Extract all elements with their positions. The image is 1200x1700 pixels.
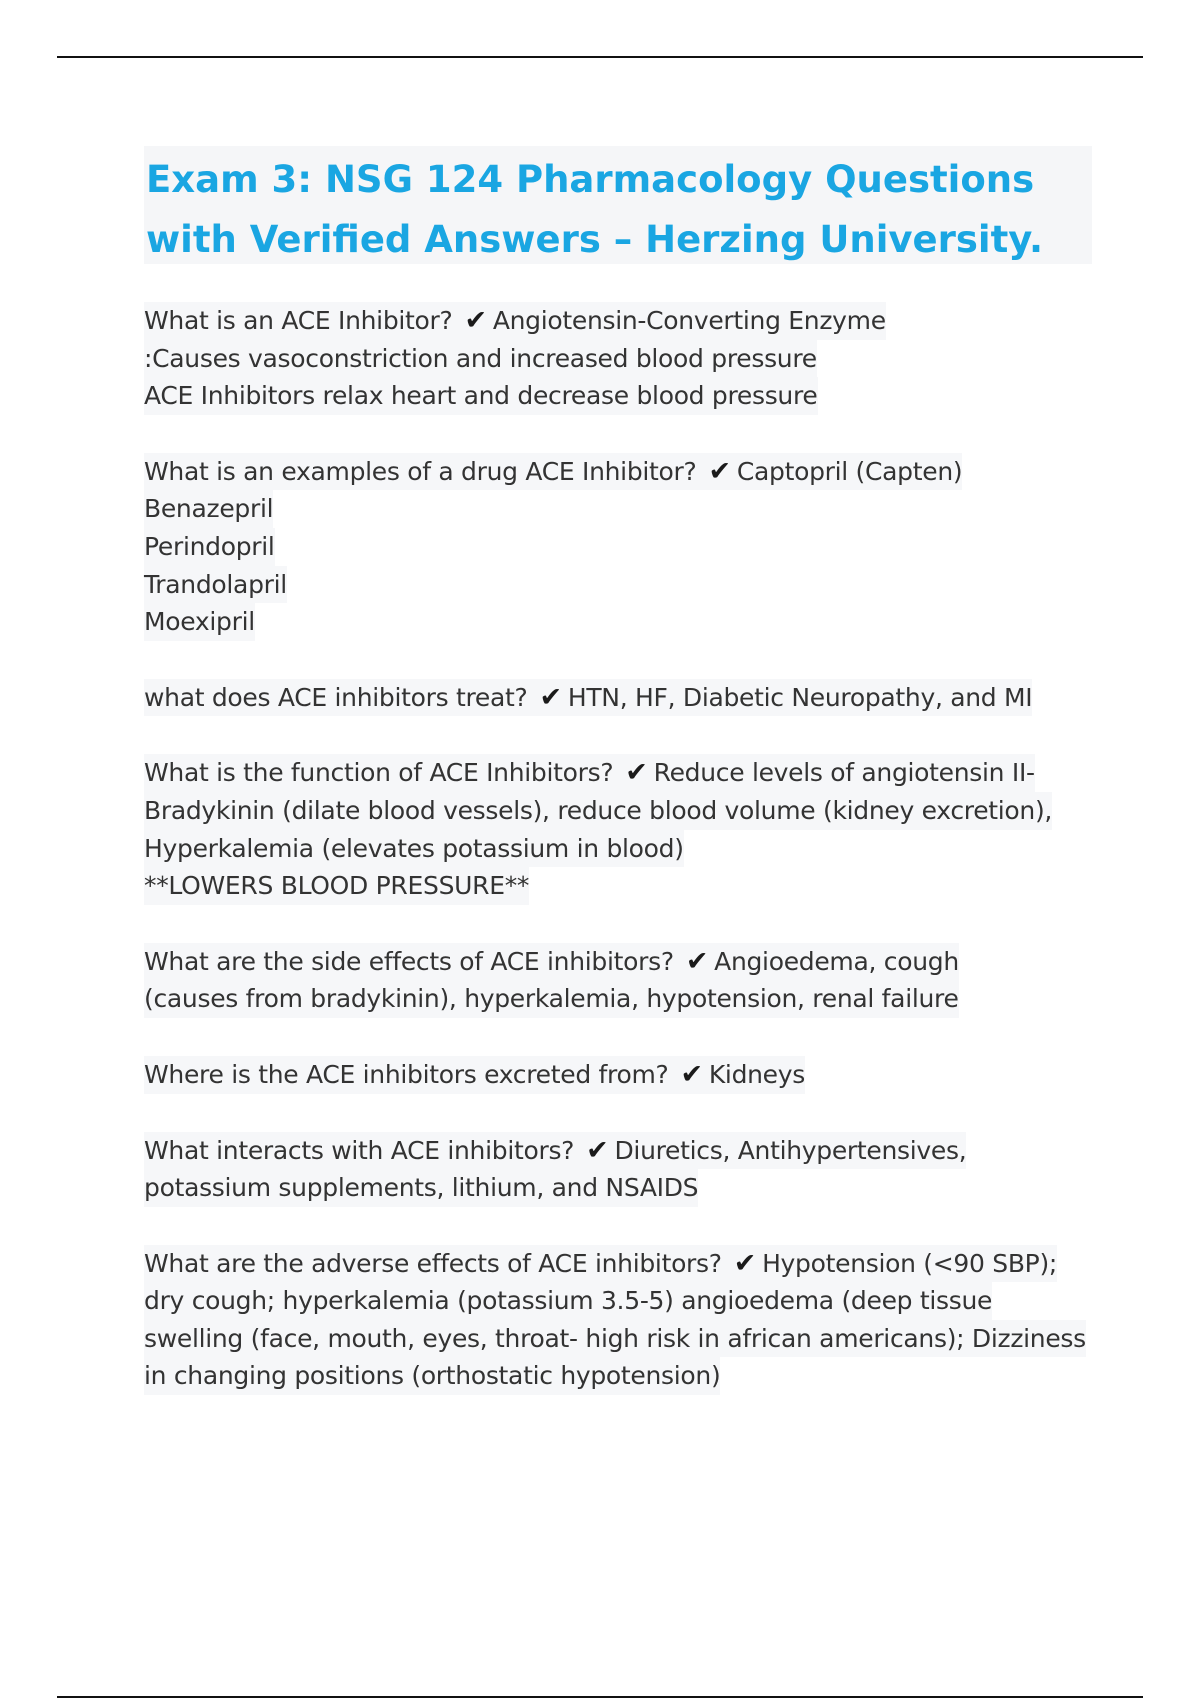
qa-item [144,943,1104,1018]
checkmark-icon: ✔ [708,455,731,487]
qa-first-line [144,679,1032,717]
answer-continuation-line: (causes from bradykinin), hyperkalemia, hypotension, renal failure [144,980,959,1018]
qa-first-line [144,453,962,491]
answer-continuation-line: Moexipril [144,603,255,641]
checkmark-icon: ✔ [625,757,648,789]
answer-text: HTN, HF, Diabetic Neuropathy, and MI [567,682,1033,712]
top-rule [57,56,1143,58]
checkmark-icon: ✔ [539,681,562,713]
qa-item [144,453,1104,641]
answer-continuation-line: dry cough; hyperkalemia (potassium 3.5-5) angioedema (deep tissue [144,1282,992,1320]
answer-text: Reduce levels of angiotensin II- [653,758,1035,788]
answer-text: Hypotension (<90 SBP); [762,1248,1058,1278]
answer-continuation-line: potassium supplements, lithium, and NSAIDS [144,1169,698,1207]
question-text: What are the adverse effects of ACE inhibitors? [144,1248,722,1278]
question-text: What are the side effects of ACE inhibitors? [144,946,674,976]
answer-continuation-line: Bradykinin (dilate blood vessels), reduce blood volume (kidney excretion), [144,792,1052,830]
checkmark-icon: ✔ [464,305,487,336]
checkmark-icon: ✔ [685,945,709,977]
answer-text: Diuretics, Antihypertensives, [614,1135,967,1165]
qa-item [144,754,1104,904]
checkmark-icon: ✔ [680,1058,703,1090]
question-text: what does ACE inhibitors treat? [144,682,528,712]
question-text: What is an ACE Inhibitor? [144,306,453,335]
answer-text: Kidneys [708,1059,805,1089]
answer-text: Angiotensin-Converting Enzyme [492,306,886,335]
answer-continuation-line: **LOWERS BLOOD PRESSURE** [144,867,529,905]
answer-continuation-line: swelling (face, mouth, eyes, throat- high risk in african americans); Dizziness [144,1320,1086,1358]
qa-first-line [144,1245,1057,1283]
qa-first-line [144,1056,805,1094]
answer-continuation-line: Trandolapril [144,566,287,604]
qa-first-line [144,943,959,981]
qa-first-line [144,1132,966,1170]
answer-continuation-line: Perindopril [144,528,275,566]
qa-list [144,302,1104,1433]
qa-item [144,1132,1104,1207]
answer-continuation-line: Hyperkalemia (elevates potassium in blood) [144,830,684,868]
question-text: What interacts with ACE inhibitors? [144,1135,575,1165]
question-text: Where is the ACE inhibitors excreted from? [144,1059,669,1089]
title-line-2: with Verified Answers – Herzing University. [146,218,1044,261]
checkmark-icon: ✔ [586,1134,609,1166]
qa-item [144,1056,1104,1094]
answer-continuation-line: ACE Inhibitors relax heart and decrease blood pressure [144,377,818,415]
qa-first-line [144,754,1035,792]
bottom-rule [57,1696,1143,1698]
answer-continuation-line: :Causes vasoconstriction and increased blood pressure [144,340,817,378]
answer-continuation-line: Benazepril [144,490,273,528]
question-text: What is an examples of a drug ACE Inhibitor? [144,456,697,486]
question-text: What is the function of ACE Inhibitors? [144,758,614,788]
qa-first-line [144,302,886,340]
qa-item [144,302,1104,415]
checkmark-icon: ✔ [733,1247,757,1279]
answer-text: Captopril (Capten) [736,456,963,486]
title-line-1: Exam 3: NSG 124 Pharmacology Questions [146,158,1035,201]
qa-item [144,679,1104,717]
qa-item [144,1245,1104,1395]
page-title [144,146,1092,264]
answer-text: Angioedema, cough [714,946,959,976]
answer-continuation-line: in changing positions (orthostatic hypotension) [144,1357,720,1395]
